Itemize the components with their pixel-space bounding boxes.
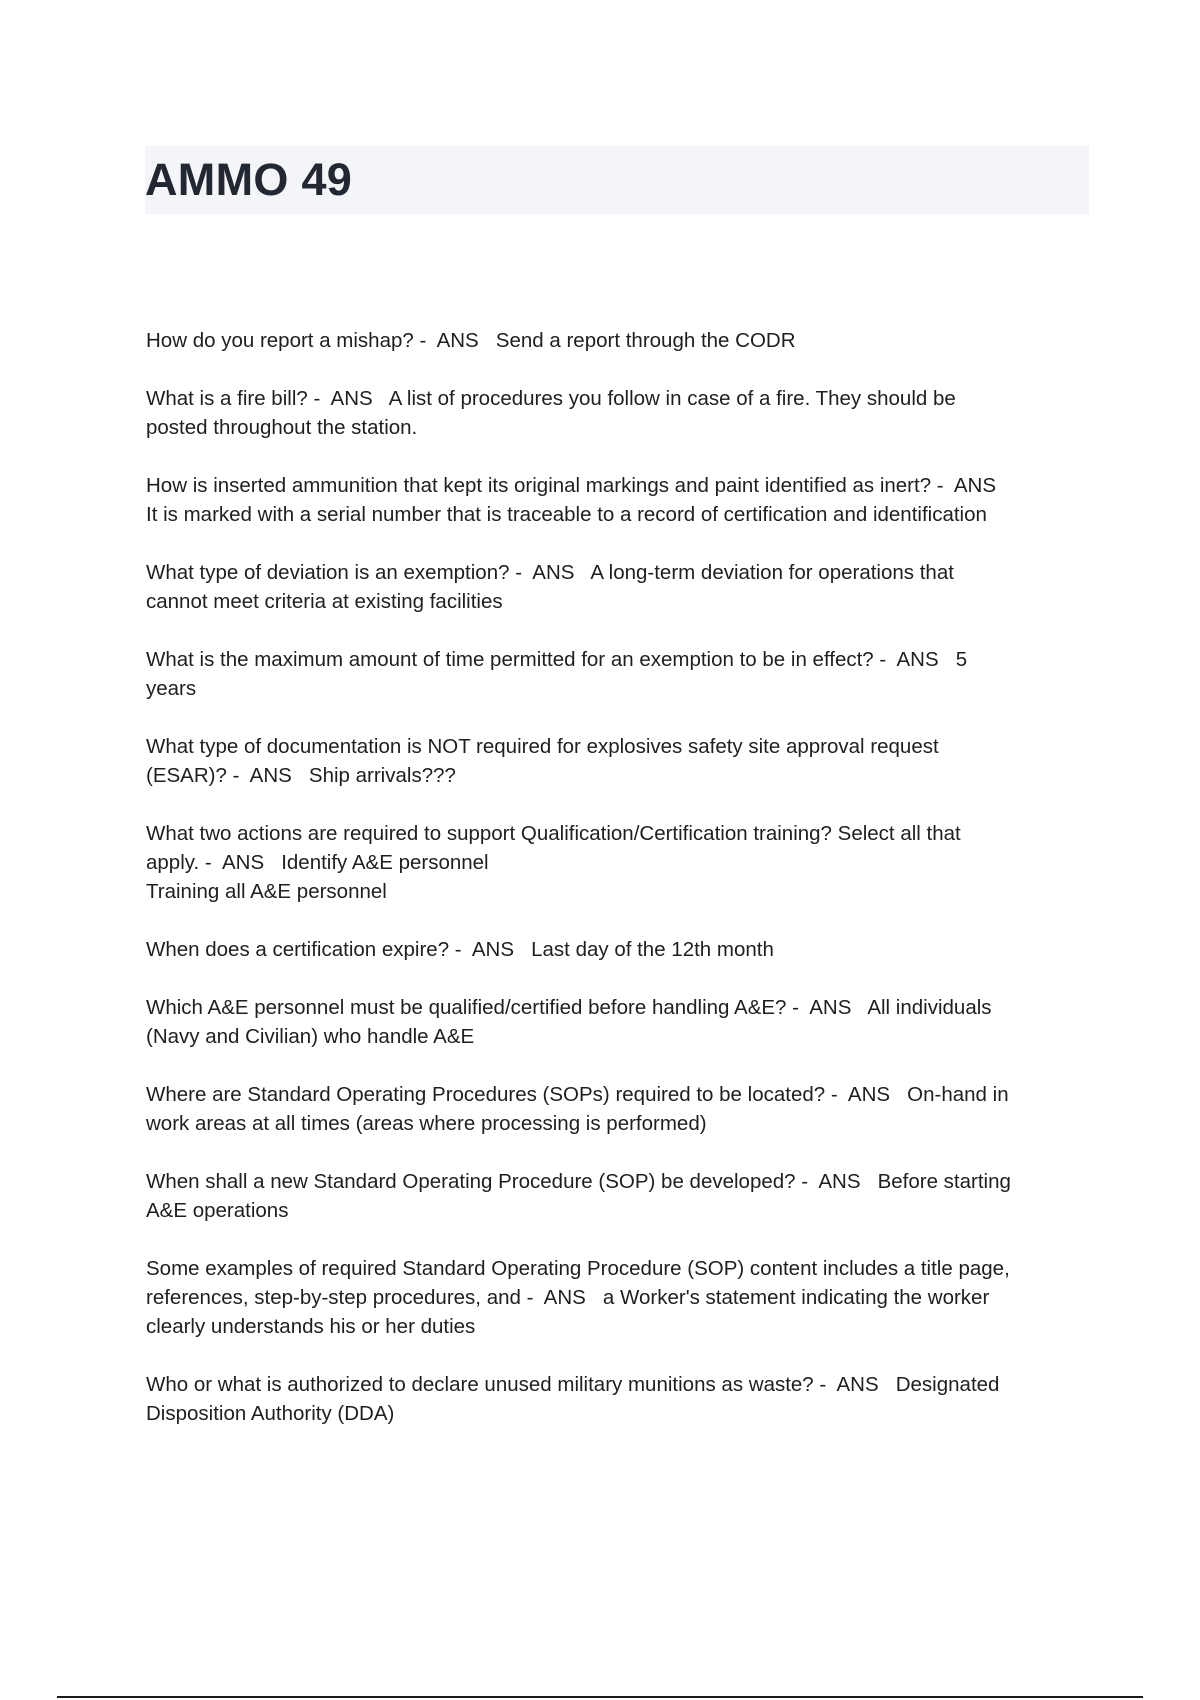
qa-line: clearly understands his or her duties — [146, 1315, 476, 1338]
qa-item — [146, 935, 1086, 964]
qa-line: What is a fire bill? - ANS A list of procedures you follow in case of a fire. They should be — [146, 387, 956, 410]
qa-line: (ESAR)? - ANS Ship arrivals??? — [146, 764, 456, 787]
qa-line: (Navy and Civilian) who handle A&E — [146, 1025, 475, 1048]
qa-line: Where are Standard Operating Procedures (SOPs) required to be located? - ANS On-hand in — [146, 1083, 1009, 1106]
qa-line: What is the maximum amount of time permitted for an exemption to be in effect? - ANS 5 — [146, 648, 968, 671]
qa-item — [146, 1080, 1086, 1138]
qa-line: posted throughout the station. — [146, 416, 418, 439]
qa-item — [146, 558, 1086, 616]
footer-divider — [57, 1696, 1143, 1698]
qa-item — [146, 645, 1086, 703]
qa-line: Training all A&E personnel — [146, 880, 387, 903]
qa-line: Some examples of required Standard Operating Procedure (SOP) content includes a title page, — [146, 1257, 1010, 1280]
qa-item — [146, 993, 1086, 1051]
qa-line: What type of deviation is an exemption? - ANS A long-term deviation for operations that — [146, 561, 954, 584]
qa-item — [146, 1370, 1086, 1428]
qa-line: A&E operations — [146, 1199, 289, 1222]
qa-item — [146, 326, 1086, 355]
qa-item — [146, 471, 1086, 529]
qa-line: work areas at all times (areas where processing is performed) — [146, 1112, 707, 1135]
qa-line: What type of documentation is NOT required for explosives safety site approval request — [146, 735, 939, 758]
qa-item — [146, 732, 1086, 790]
qa-line: How is inserted ammunition that kept its original markings and paint identified as inert? - ANS — [146, 474, 997, 497]
qa-item — [146, 1254, 1086, 1341]
qa-line: references, step-by-step procedures, and - ANS a Worker's statement indicating the worker — [146, 1286, 990, 1309]
qa-line: Which A&E personnel must be qualified/certified before handling A&E? - ANS All individuals — [146, 996, 992, 1019]
qa-item — [146, 819, 1086, 906]
qa-line: What two actions are required to support Qualification/Certification training? Select all that — [146, 822, 961, 845]
qa-line: apply. - ANS Identify A&E personnel — [146, 851, 489, 874]
qa-item — [146, 1167, 1086, 1225]
qa-item — [146, 384, 1086, 442]
qa-line: cannot meet criteria at existing facilities — [146, 590, 503, 613]
qa-line: When does a certification expire? - ANS Last day of the 12th month — [146, 938, 774, 961]
qa-line: Disposition Authority (DDA) — [146, 1402, 395, 1425]
qa-line: When shall a new Standard Operating Procedure (SOP) be developed? - ANS Before starting — [146, 1170, 1011, 1193]
qa-line: Who or what is authorized to declare unused military munitions as waste? - ANS Designated — [146, 1373, 1000, 1396]
qa-line: How do you report a mishap? - ANS Send a report through the CODR — [146, 329, 796, 352]
qa-list — [146, 326, 1086, 1457]
page-title: AMMO 49 — [145, 154, 353, 205]
qa-line: years — [146, 677, 197, 700]
qa-line: It is marked with a serial number that is traceable to a record of certification and identification — [146, 503, 987, 526]
